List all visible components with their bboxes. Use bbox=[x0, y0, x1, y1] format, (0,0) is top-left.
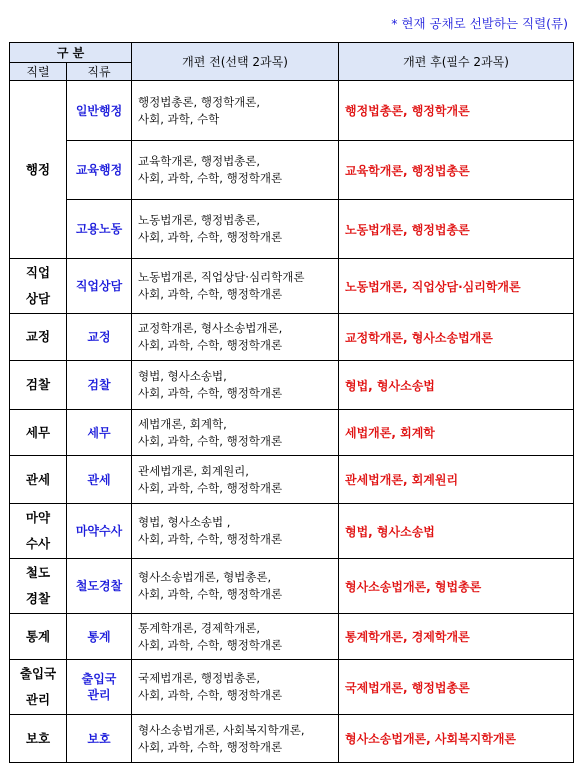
class-cell: 마약수사 bbox=[67, 504, 132, 559]
after-cell: 국제법개론, 행정법총론 bbox=[339, 660, 574, 715]
table-row bbox=[10, 715, 574, 763]
before-line-2: 사회, 과학, 수학, 행정학개론 bbox=[138, 386, 283, 400]
table-row bbox=[10, 259, 574, 314]
series-cell: 세무 bbox=[10, 410, 67, 456]
table-row bbox=[10, 200, 574, 259]
before-line-2: 사회, 과학, 수학, 행정학개론 bbox=[138, 587, 283, 601]
before-line-1: 노동법개론, 직업상담·심리학개론 bbox=[138, 270, 305, 284]
table-row bbox=[10, 559, 574, 614]
before-line-2: 사회, 과학, 수학, 행정학개론 bbox=[138, 480, 283, 495]
series-cell: 보호 bbox=[10, 715, 67, 763]
after-cell: 세법개론, 회계학 bbox=[339, 410, 574, 456]
before-line-1: 국제법개론, 행정법총론, bbox=[138, 671, 261, 685]
before-line-1: 교정학개론, 형사소송법개론, bbox=[138, 321, 283, 335]
before-cell bbox=[132, 200, 339, 259]
before-line-1: 행정법총론, 행정학개론, bbox=[138, 94, 261, 109]
series-cell: 관세 bbox=[10, 456, 67, 504]
table-row bbox=[10, 81, 574, 141]
table-row bbox=[10, 660, 574, 715]
after-cell: 노동법개론, 행정법총론 bbox=[339, 200, 574, 259]
before-cell bbox=[132, 456, 339, 504]
before-line-1: 관세법개론, 회계원리, bbox=[138, 463, 249, 478]
table-row bbox=[10, 314, 574, 361]
table-row bbox=[10, 410, 574, 456]
before-cell bbox=[132, 559, 339, 614]
series-cell: 행정 bbox=[10, 81, 67, 259]
before-line-1: 통계학개론, 경제학개론, bbox=[138, 620, 261, 635]
class-cell: 보호 bbox=[67, 715, 132, 763]
header-after: 개편 후(필수 2과목) bbox=[339, 43, 574, 81]
table-row bbox=[10, 614, 574, 660]
before-cell bbox=[132, 259, 339, 314]
footnote-note: * 현재 공채로 선발하는 직렬(류) bbox=[391, 16, 568, 31]
before-line-1: 형사소송법개론, 형법총론, bbox=[138, 570, 272, 584]
before-line-2: 사회, 과학, 수학, 행정학개론 bbox=[138, 338, 283, 352]
header-class: 직류 bbox=[67, 63, 132, 81]
series-cell: 검찰 bbox=[10, 361, 67, 410]
table-body bbox=[10, 81, 574, 763]
before-line-1: 형법, 형사소송법, bbox=[138, 369, 227, 383]
table-row bbox=[10, 504, 574, 559]
before-cell bbox=[132, 410, 339, 456]
series-cell: 철도 경찰 bbox=[10, 559, 67, 614]
before-line-2: 사회, 과학, 수학, 행정학개론 bbox=[138, 532, 283, 546]
class-cell: 관세 bbox=[67, 456, 132, 504]
before-line-2: 사회, 과학, 수학 bbox=[138, 111, 220, 126]
class-cell: 검찰 bbox=[67, 361, 132, 410]
class-cell: 철도경찰 bbox=[67, 559, 132, 614]
before-line-1: 교육학개론, 행정법총론, bbox=[138, 154, 261, 168]
series-cell: 마약 수사 bbox=[10, 504, 67, 559]
subject-change-table-wrapper bbox=[9, 42, 574, 763]
before-cell bbox=[132, 361, 339, 410]
series-cell: 직업 상담 bbox=[10, 259, 67, 314]
table-row bbox=[10, 141, 574, 200]
before-cell bbox=[132, 141, 339, 200]
header-series: 직렬 bbox=[10, 63, 67, 81]
class-cell: 통계 bbox=[67, 614, 132, 660]
class-cell: 세무 bbox=[67, 410, 132, 456]
before-cell bbox=[132, 81, 339, 141]
header-before: 개편 전(선택 2과목) bbox=[132, 43, 339, 81]
after-cell: 형사소송법개론, 형법총론 bbox=[339, 559, 574, 614]
before-line-1: 형사소송법개론, 사회복지학개론, bbox=[138, 722, 305, 737]
series-cell: 출입국 관리 bbox=[10, 660, 67, 715]
before-cell bbox=[132, 504, 339, 559]
before-cell bbox=[132, 314, 339, 361]
after-cell: 관세법개론, 회계원리 bbox=[339, 456, 574, 504]
after-cell: 형법, 형사소송법 bbox=[339, 504, 574, 559]
after-cell: 노동법개론, 직업상담·심리학개론 bbox=[339, 259, 574, 314]
series-cell: 교정 bbox=[10, 314, 67, 361]
class-cell: 직업상담 bbox=[67, 259, 132, 314]
table-row bbox=[10, 361, 574, 410]
class-cell: 고용노동 bbox=[67, 200, 132, 259]
subject-change-table bbox=[9, 42, 574, 763]
before-line-2: 사회, 과학, 수학, 행정학개론 bbox=[138, 637, 283, 652]
after-cell: 형사소송법개론, 사회복지학개론 bbox=[339, 715, 574, 763]
table-header bbox=[10, 43, 574, 81]
before-line-2: 사회, 과학, 수학, 행정학개론 bbox=[138, 739, 283, 754]
after-cell: 통계학개론, 경제학개론 bbox=[339, 614, 574, 660]
before-line-2: 사회, 과학, 수학, 행정학개론 bbox=[138, 287, 283, 301]
before-line-1: 세법개론, 회계학, bbox=[138, 416, 227, 431]
before-cell bbox=[132, 660, 339, 715]
before-cell bbox=[132, 614, 339, 660]
after-cell: 형법, 형사소송법 bbox=[339, 361, 574, 410]
class-cell: 교정 bbox=[67, 314, 132, 361]
after-cell: 교정학개론, 형사소송법개론 bbox=[339, 314, 574, 361]
before-cell bbox=[132, 715, 339, 763]
header-group: 구 분 bbox=[10, 43, 132, 63]
class-cell: 출입국 관리 bbox=[67, 660, 132, 715]
series-cell: 통계 bbox=[10, 614, 67, 660]
table-row bbox=[10, 456, 574, 504]
after-cell: 교육학개론, 행정법총론 bbox=[339, 141, 574, 200]
class-cell: 교육행정 bbox=[67, 141, 132, 200]
class-cell: 일반행정 bbox=[67, 81, 132, 141]
after-cell: 행정법총론, 행정학개론 bbox=[339, 81, 574, 141]
before-line-2: 사회, 과학, 수학, 행정학개론 bbox=[138, 433, 283, 448]
before-line-1: 노동법개론, 행정법총론, bbox=[138, 213, 261, 227]
before-line-2: 사회, 과학, 수학, 행정학개론 bbox=[138, 688, 283, 702]
before-line-1: 형법, 형사소송법 , bbox=[138, 515, 231, 529]
before-line-2: 사회, 과학, 수학, 행정학개론 bbox=[138, 230, 283, 244]
before-line-2: 사회, 과학, 수학, 행정학개론 bbox=[138, 171, 283, 185]
